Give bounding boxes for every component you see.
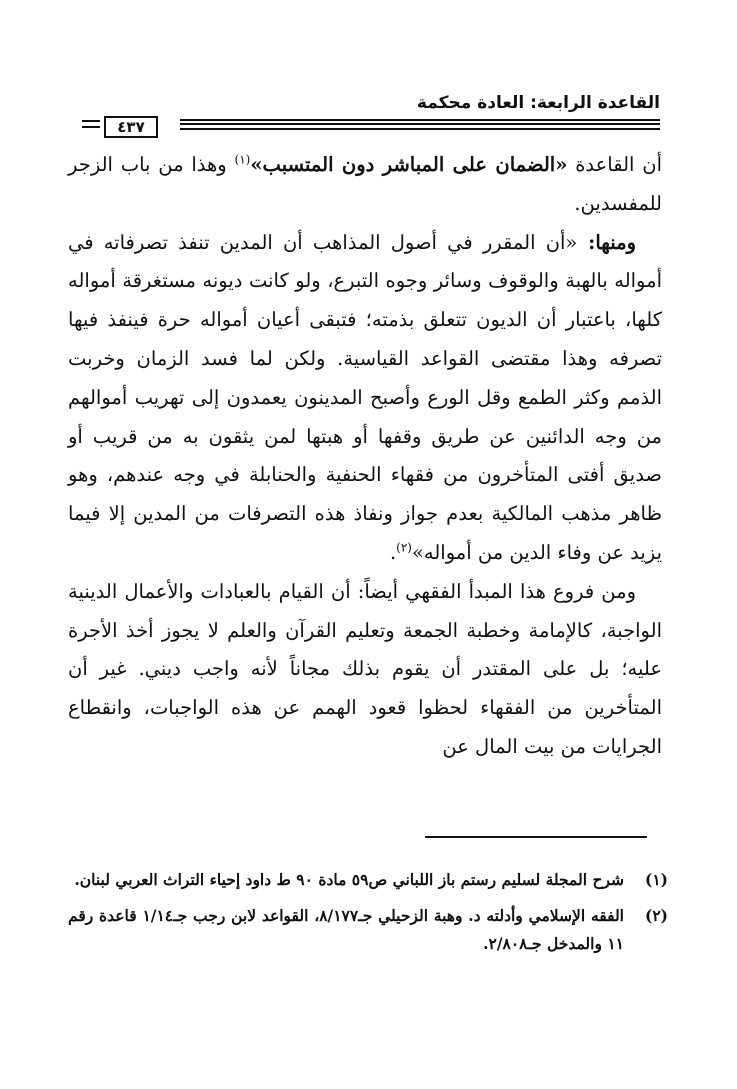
header-double-rule <box>180 119 660 125</box>
rule-quote: «الضمان على المباشر دون المتسبب» <box>250 153 568 176</box>
running-header <box>82 92 660 140</box>
paragraph-1 <box>68 146 662 224</box>
main-text <box>68 146 662 767</box>
footnote-ref-1: (١) <box>234 152 251 167</box>
header-bottom-rule <box>180 128 660 130</box>
footnote-2 <box>68 902 668 958</box>
paragraph-2-end: . <box>389 540 397 564</box>
running-header-title: القاعدة الرابعة: العادة محكمة <box>416 93 660 113</box>
footnote-number: (١) <box>644 870 668 889</box>
footnote-number: (٢) <box>644 906 668 925</box>
footnote-ref-2: (٢) <box>396 540 412 555</box>
footnote-text: شرح المجلة لسليم رستم باز اللباني ص٥٩ مادة ٩٠ ط داود إحياء التراث العربي لبنان. <box>74 870 624 889</box>
page-number: ٤٣٧ <box>104 116 158 138</box>
header-rule <box>82 116 660 136</box>
footnotes <box>68 866 668 966</box>
paragraph-2 <box>68 224 662 573</box>
header-left-rule <box>82 120 100 128</box>
paragraph-3 <box>68 573 662 767</box>
footnote-text: الفقه الإسلامي وأدلته د. وهبة الزحيلي جـ٨/١٧٧، القواعد لابن رجب جـ١/١٤ قاعدة رقم ١١ والمدخل جـ٢/٨٠٨. <box>68 906 624 953</box>
paragraph-1-post: وهذا من باب الزجر للمفسدين. <box>68 153 662 215</box>
paragraph-2-quote: «أن المقرر في أصول المذاهب أن المدين تنفذ تصرفاته في أمواله بالهبة والوقوف وسائر وجوه التبرع، ولو كانت ديونه مستغرقة أمواله كلها، باعتبار أن الديون تتعلق بذمته؛ فتبقى أعيان أمواله حرة فينفذ فيها تصرفه وهذا مقتضى القواعد القياسية. ولكن لما فسد الزمان وخربت الذمم وكثر الطمع وقل الورع وأصبح المدينون يعمدون إلى تهريب أموالهم من وجه الدائنين عن طريق وقفها أو هبتها لمن يثقون به من قريب أو صديق أفتى المتأخرون من فقهاء الحنفية والحنابلة في وجه عندهم، وهو ظاهر مذهب المالكية بعدم جواز ونفاذ هذه التصرفات من المدين إلا فيما يزيد عن وفاء الدين من أمواله» <box>68 230 662 564</box>
footnote-1 <box>68 866 668 894</box>
paragraph-2-lead: ومنها: <box>577 230 636 254</box>
footnote-separator <box>425 836 647 838</box>
paragraph-3-text: ومن فروع هذا المبدأ الفقهي أيضاً: أن القيام بالعبادات والأعمال الدينية الواجبة، كالإمامة وخطبة الجمعة وتعليم القرآن والعلم لا يجوز أخذ الأجرة عليه؛ بل على المقتدر أن يقوم بذلك مجاناً لأنه واجب ديني. غير أن المتأخرين من الفقهاء لحظوا قعود الهمم عن هذه الواجبات، وانقطاع الجرايات من بيت المال عن <box>68 579 662 758</box>
paragraph-1-pre: أن القاعدة <box>567 153 662 176</box>
